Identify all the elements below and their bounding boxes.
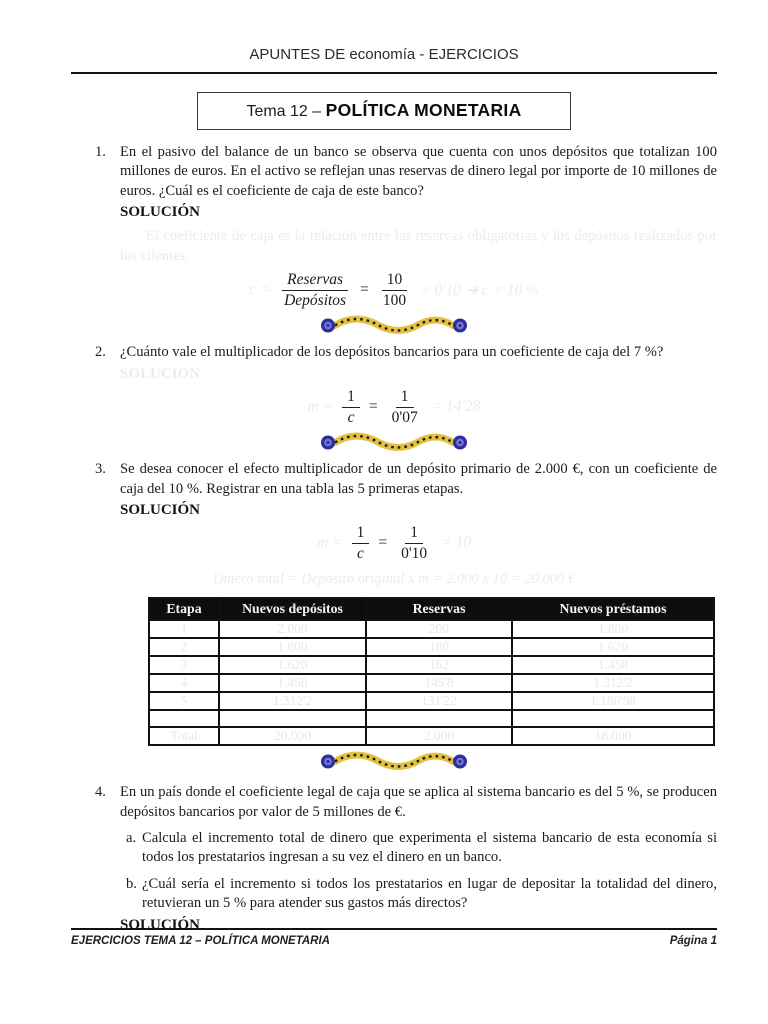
- table-row: [149, 620, 714, 638]
- page-header-title: APUNTES DE economía - EJERCICIOS: [249, 46, 519, 63]
- page-footer: [71, 928, 717, 947]
- table-row: [149, 692, 714, 710]
- formula-2-lead: m =: [307, 398, 334, 416]
- table-empty-row: [149, 710, 714, 728]
- table-header-row: [149, 598, 714, 620]
- header-rule: [71, 72, 717, 74]
- fraction-numerator: 10: [382, 271, 408, 291]
- cell: 1.800: [512, 620, 714, 638]
- cell: 180: [366, 638, 512, 656]
- squiggle-divider-graphic: [319, 432, 469, 453]
- fraction-denominator: 0'07: [391, 409, 418, 427]
- exercise-3-number: 3.: [95, 461, 106, 478]
- equals-sign: =: [360, 281, 369, 299]
- table-row: [149, 674, 714, 692]
- cell: 1.458: [219, 674, 366, 692]
- item-a-marker: a.: [126, 830, 137, 847]
- exercise-2-solution-heading: SOLUCIÓN: [120, 366, 201, 383]
- exercise-3-text: Se desea conocer el efecto multiplicador de un depósito primario de 2.000 €, con un coeficiente de caja del 10 %. Registrar en una tabla las 5 primeras etapas.: [120, 461, 717, 497]
- cell: 1.800: [219, 638, 366, 656]
- cell: Total: [149, 727, 219, 745]
- item-b-text: ¿Cuál sería el incremento si todos los prestatarios en lugar de depositar la totalidad del dinero, retuvieran un 5 % para atender sus gastos más directos?: [142, 875, 717, 912]
- cell: [366, 710, 512, 728]
- cell: 2.000: [366, 727, 512, 745]
- cell: 1: [149, 620, 219, 638]
- formula-multiplicador-7: [71, 384, 717, 430]
- cell: 1.620: [219, 656, 366, 674]
- exercise-4: [71, 783, 717, 822]
- fraction-numerator: 1: [342, 388, 360, 408]
- cell: 20.000: [219, 727, 366, 745]
- col-header-nuevos-prestamos: Nuevos préstamos: [512, 598, 714, 620]
- exercise-1: [71, 143, 717, 201]
- col-header-nuevos-depositos: Nuevos depósitos: [219, 598, 366, 620]
- topic-box: [197, 92, 571, 130]
- item-a-text: Calcula el incremento total de dinero que experimenta el sistema bancario de esta economía si todos los prestatarios ingresan a su vez el dinero en un banco.: [142, 830, 717, 866]
- equals-sign: =: [368, 398, 378, 416]
- fraction-1-c: [352, 524, 370, 563]
- squiggle-divider: [71, 432, 717, 453]
- exercise-2: [71, 343, 717, 362]
- cell: 1.180'98: [512, 692, 714, 710]
- cell: 4: [149, 674, 219, 692]
- cell: 1.312'2: [219, 692, 366, 710]
- footer-title: EJERCICIOS TEMA 12 – POLÍTICA MONETARIA: [71, 935, 330, 947]
- cell: 5: [149, 692, 219, 710]
- squiggle-divider-graphic: [319, 751, 469, 772]
- exercise-2-text: ¿Cuánto vale el multiplicador de los depósitos bancarios para un coeficiente de caja del 7 %?: [120, 344, 664, 361]
- formula-1-result: = 0'10 ➔ c = 10 %: [420, 281, 540, 299]
- topic-title: POLÍTICA MONETARIA: [325, 100, 522, 120]
- table-row: [149, 656, 714, 674]
- col-header-etapa: Etapa: [149, 598, 219, 620]
- squiggle-divider: [71, 751, 717, 772]
- squiggle-divider-graphic: [319, 315, 469, 336]
- cell: 1.312'2: [512, 674, 714, 692]
- cell: 131'22: [366, 692, 512, 710]
- fraction-denominator: 0'10: [401, 545, 428, 563]
- fraction-denominator: c: [347, 409, 355, 427]
- fraction-numerator: Reservas: [282, 271, 348, 291]
- formula-3-lead: m =: [317, 534, 343, 552]
- cell: [219, 710, 366, 728]
- cell: 18.000: [512, 727, 714, 745]
- col-header-reservas: Reservas: [366, 598, 512, 620]
- fraction-denominator: 100: [382, 292, 407, 310]
- cell: 2: [149, 638, 219, 656]
- fraction-denominator: Depósitos: [284, 292, 347, 310]
- etapas-table: [148, 597, 715, 747]
- exercise-1-solution-heading: SOLUCIÓN: [120, 204, 201, 221]
- cell: 145'8: [366, 674, 512, 692]
- exercise-4-item-a: [71, 829, 717, 868]
- cell: [149, 710, 219, 728]
- cell: 1.620: [512, 638, 714, 656]
- cell: 2.000: [219, 620, 366, 638]
- fraction-numerator: 1: [352, 524, 370, 544]
- formula-multiplicador-10: [71, 520, 717, 566]
- squiggle-divider: [71, 315, 717, 336]
- exercise-1-text: En el pasivo del balance de un banco se observa que cuenta con unos depósitos que totalizan 100 millones de euros. En el activo se reflejan unas reservas de dinero legal por importe de 10 millones de euros. ¿Cuál es el coeficiente de caja de este banco?: [120, 144, 717, 199]
- fraction-reservas-depositos: [279, 271, 351, 310]
- etapas-table-wrap: [148, 597, 717, 747]
- equals-sign: =: [378, 534, 388, 552]
- formula-1-lead: c =: [248, 281, 271, 299]
- fraction-1-010: [396, 524, 432, 563]
- table-total-row: [149, 727, 714, 745]
- fraction-1-007: [387, 388, 423, 427]
- fraction-numerator: 1: [396, 388, 414, 408]
- formula-2-result: = 14'28: [431, 398, 481, 416]
- item-b-marker: b.: [126, 875, 137, 892]
- topic-prefix: Tema 12 –: [246, 103, 326, 120]
- exercise-4-number: 4.: [95, 784, 106, 801]
- formula-3-result: = 10: [441, 534, 471, 552]
- cell: 200: [366, 620, 512, 638]
- table-row: [149, 638, 714, 656]
- exercise-4-text: En un país donde el coeficiente legal de caja que se aplica al sistema bancario es del 5 %, se producen depósitos bancarios por valor de 5 millones de €.: [120, 784, 717, 820]
- exercise-3: [71, 460, 717, 499]
- exercise-1-solution-text: El coeficiente de caja es la relación entre las reservas obligatorias y los depósitos realizados por los clientes.: [120, 228, 717, 264]
- cell: [512, 710, 714, 728]
- formula-coeficiente-caja: [71, 267, 717, 313]
- cell: 3: [149, 656, 219, 674]
- exercise-1-number: 1.: [95, 144, 106, 160]
- cell: 1.458: [512, 656, 714, 674]
- fraction-1-c: [342, 388, 360, 427]
- footer-page-number: Página 1: [669, 935, 717, 947]
- exercise-2-number: 2.: [95, 344, 106, 361]
- exercise-4-solution-heading: SOLUCIÓN: [120, 916, 201, 933]
- fraction-denominator: c: [356, 545, 364, 563]
- dinero-total-note: Dinero total = Deposito original x m = 2.000 x 10 = 20.000 €: [212, 571, 576, 588]
- fraction-10-100: [378, 271, 411, 310]
- exercise-3-solution-heading: SOLUCIÓN: [120, 502, 201, 519]
- fraction-numerator: 1: [405, 524, 423, 544]
- cell: 162: [366, 656, 512, 674]
- exercise-4-item-b: [71, 875, 717, 914]
